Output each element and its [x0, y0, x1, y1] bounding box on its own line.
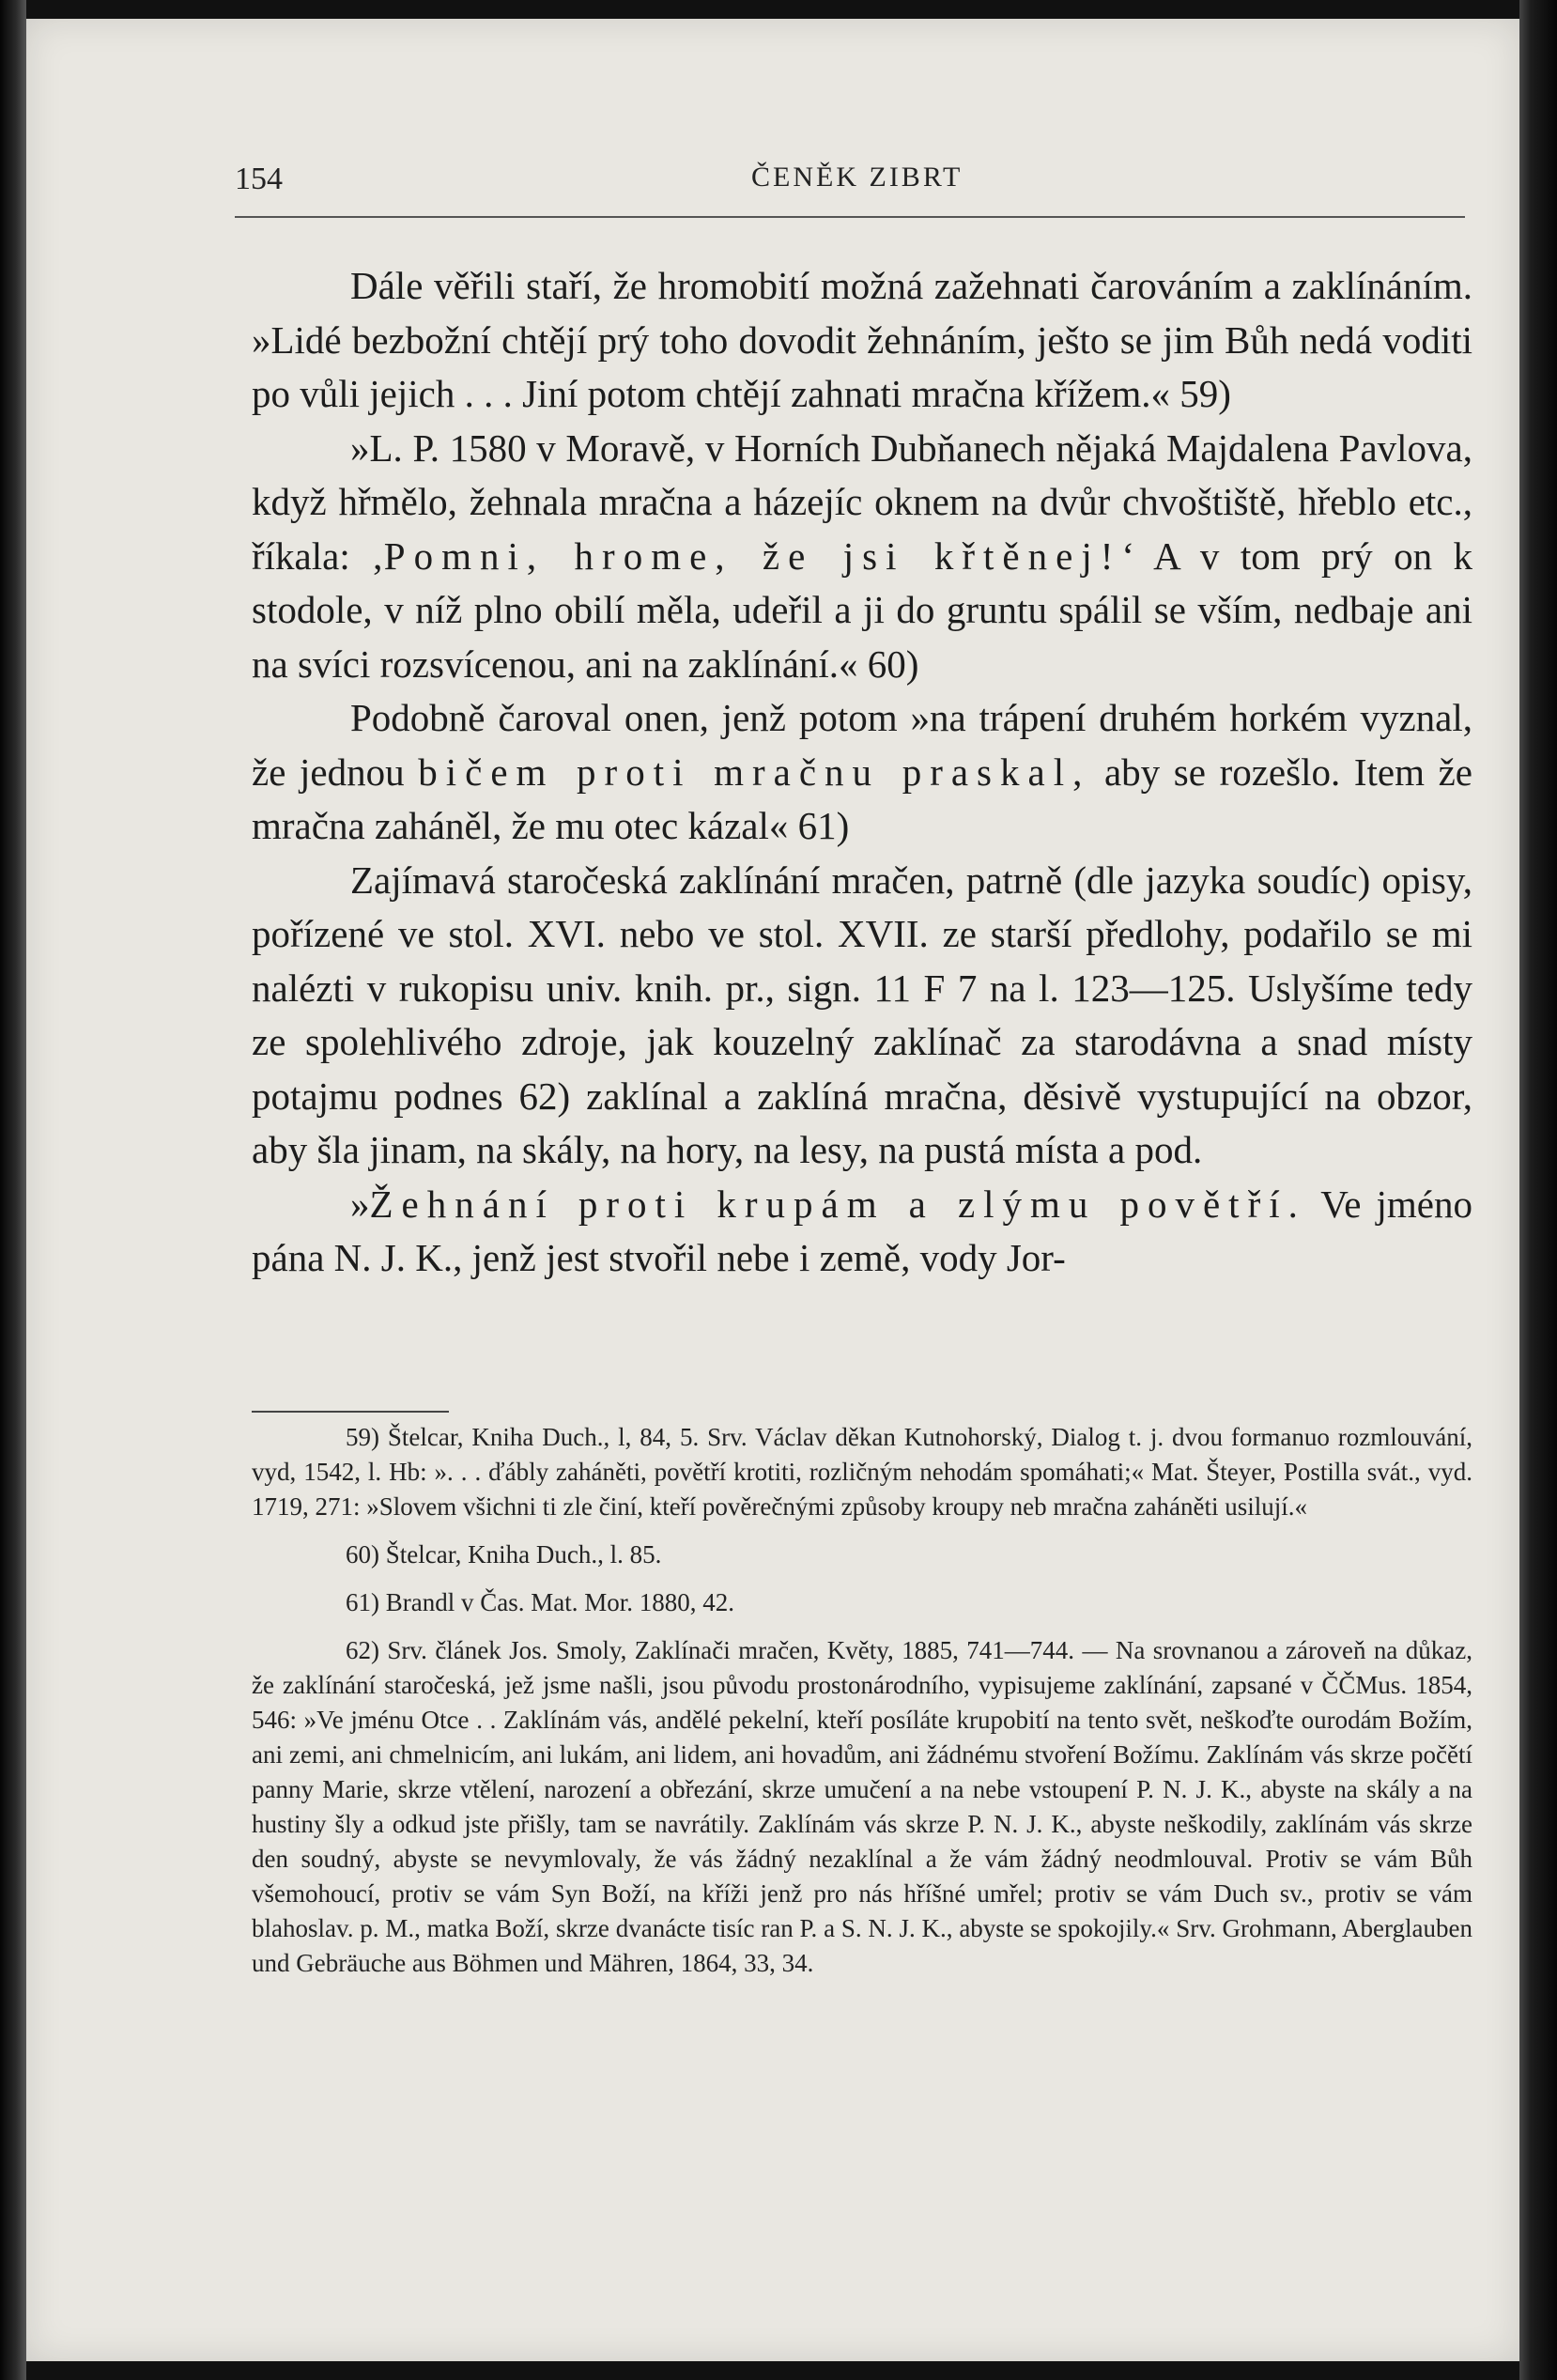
body-text: [252, 259, 1472, 1286]
paragraph-5-text-a: »: [350, 1182, 370, 1226]
paragraph-4: Zajímavá staročeská zaklínání mračen, patrně (dle jazyka soudíc) opisy, pořízené ve stol. XVI. nebo ve stol. XVII. ze starší předlohy, podařilo se mi nalézti v rukopisu univ. knih. pr., sign. 11 F 7 na l. 123—125. Uslyšíme tedy ze spolehlivého zdroje, jak kouzelný zaklínač za starodávna a snad místy potajmu podnes 62) zaklínal a zaklíná mračna, děsivě vystupující na obzor, aby šla jinam, na skály, na hory, na lesy, na pustá místa a pod.: [252, 858, 1472, 1171]
header-rule: [235, 216, 1465, 218]
page-number: 154: [235, 162, 283, 196]
footnote-61: 61) Brandl v Čas. Mat. Mor. 1880, 42.: [346, 1588, 734, 1616]
paragraph-1: Dále věřili staří, že hromobití možná zažehnati čarováním a zaklínáním. »Lidé bezbožní chtějí prý toho dovodit žehnáním, ješto se jim Bůh nedá voditi po vůli jejich . . . Jiní potom chtějí zahnati mračna křížem.« 59): [252, 264, 1472, 415]
paragraph-5-text-c: Ve jméno pána N. J. K., jenž jest stvořil nebe i země, vody Jor-: [252, 1182, 1472, 1279]
paragraph-2-text-c: ‘ A v tom prý on k stodole, v níž plno obilí měla, udeřil a ji do gruntu spálil se vším, nedbaje ani na svíci rozsvícenou, ani na zaklínání.« 60): [252, 533, 1472, 686]
paragraph-3-text-a: Podobně čaroval onen, jenž potom »na trápení druhém horkém vyznal, že jednou: [252, 696, 1472, 794]
footnote-rule: [252, 1411, 449, 1413]
footnotes: [252, 1420, 1472, 1981]
paragraph-3-spaced-phrase: bičem proti mračnu praskal,: [418, 750, 1091, 794]
footnote-59: 59) Štelcar, Kniha Duch., l, 84, 5. Srv. Václav děkan Kutnohorský, Dialog t. j. dvou formanuo rozmlouvání, vyd, 1542, l. Hb: ». . . ďábly zaháněti, povětří krotiti, rozličným nehodám spomáhati;« Mat. Šteyer, Postilla svát., vyd. 1719, 271: »Slovem všichni ti zle činí, kteří pověrečnými způsoby kroupy neb mračna zaháněti usilují.«: [252, 1423, 1472, 1521]
running-head-author: ČENĚK ZIBRT: [751, 162, 963, 193]
paragraph-2: [252, 422, 1472, 692]
scan-edge-right: [1519, 0, 1557, 2380]
paragraph-2-text-a: »L. P. 1580 v Moravě, v Horních Dubňanech nějaká Majdalena Pavlova, když hřmělo, žehnala mračna a házejíc oknem na dvůr chvoštiště, hřeblo etc., říkala: ‚: [252, 425, 1472, 578]
paragraph-3: [252, 691, 1472, 854]
paragraph-2-spaced-quote: Pomni, hrome, že jsi křtěnej!: [383, 533, 1122, 578]
running-head: [207, 158, 1465, 205]
paragraph-5: [252, 1178, 1472, 1286]
paragraph-5-spaced-title: Žehnání proti krupám a zlýmu povětří.: [369, 1182, 1306, 1226]
footnote-62: 62) Srv. článek Jos. Smoly, Zaklínači mračen, Květy, 1885, 741—744. — Na srovnanou a zároveň na důkaz, že zaklínání staročeská, jež jsme našli, jsou původu prostonárodního, vypisujeme zaklínání, zapsané v ČČMus. 1854, 546: »Ve jménu Otce . . Zaklínám vás, andělé pekelní, kteří posíláte krupobití na tento svět, neškoďte ourodám Božím, ani zemi, ani chmelnicím, ani lukám, ani lidem, ani hovadům, ani žádnému stvoření Božímu. Zaklínám vás skrze počětí panny Marie, skrze vtělení, narození a obřezání, skrze umučení a na nebe vstoupení P. N. J. K., abyste na skály a na hustiny šly a odkud jste přišly, tam se navrátily. Zaklínám vás skrze P. N. J. K., abyste neškodily, zaklínám vás skrze den soudný, abyste se nevymlovaly, že vás žádný nezaklínal a že vám žádný neodmlouval. Protiv se vám Bůh všemohoucí, protiv se vám Syn Boží, na kříži jenž pro nás hříšné umřel; protiv se vám Duch sv., protiv se vám blahoslav. p. M., matka Boží, skrze dvanácte tisíc ran P. a S. N. J. K., abyste se spokojily.« Srv. Grohmann, Aberglauben und Gebräuche aus Böhmen und Mähren, 1864, 33, 34.: [252, 1636, 1472, 1977]
footnote-60: 60) Štelcar, Kniha Duch., l. 85.: [346, 1540, 662, 1569]
scan-edge-left: [0, 0, 26, 2380]
paragraph-3-text-c: aby se rozešlo. Item že mračna zaháněl, že mu otec kázal« 61): [252, 750, 1473, 847]
